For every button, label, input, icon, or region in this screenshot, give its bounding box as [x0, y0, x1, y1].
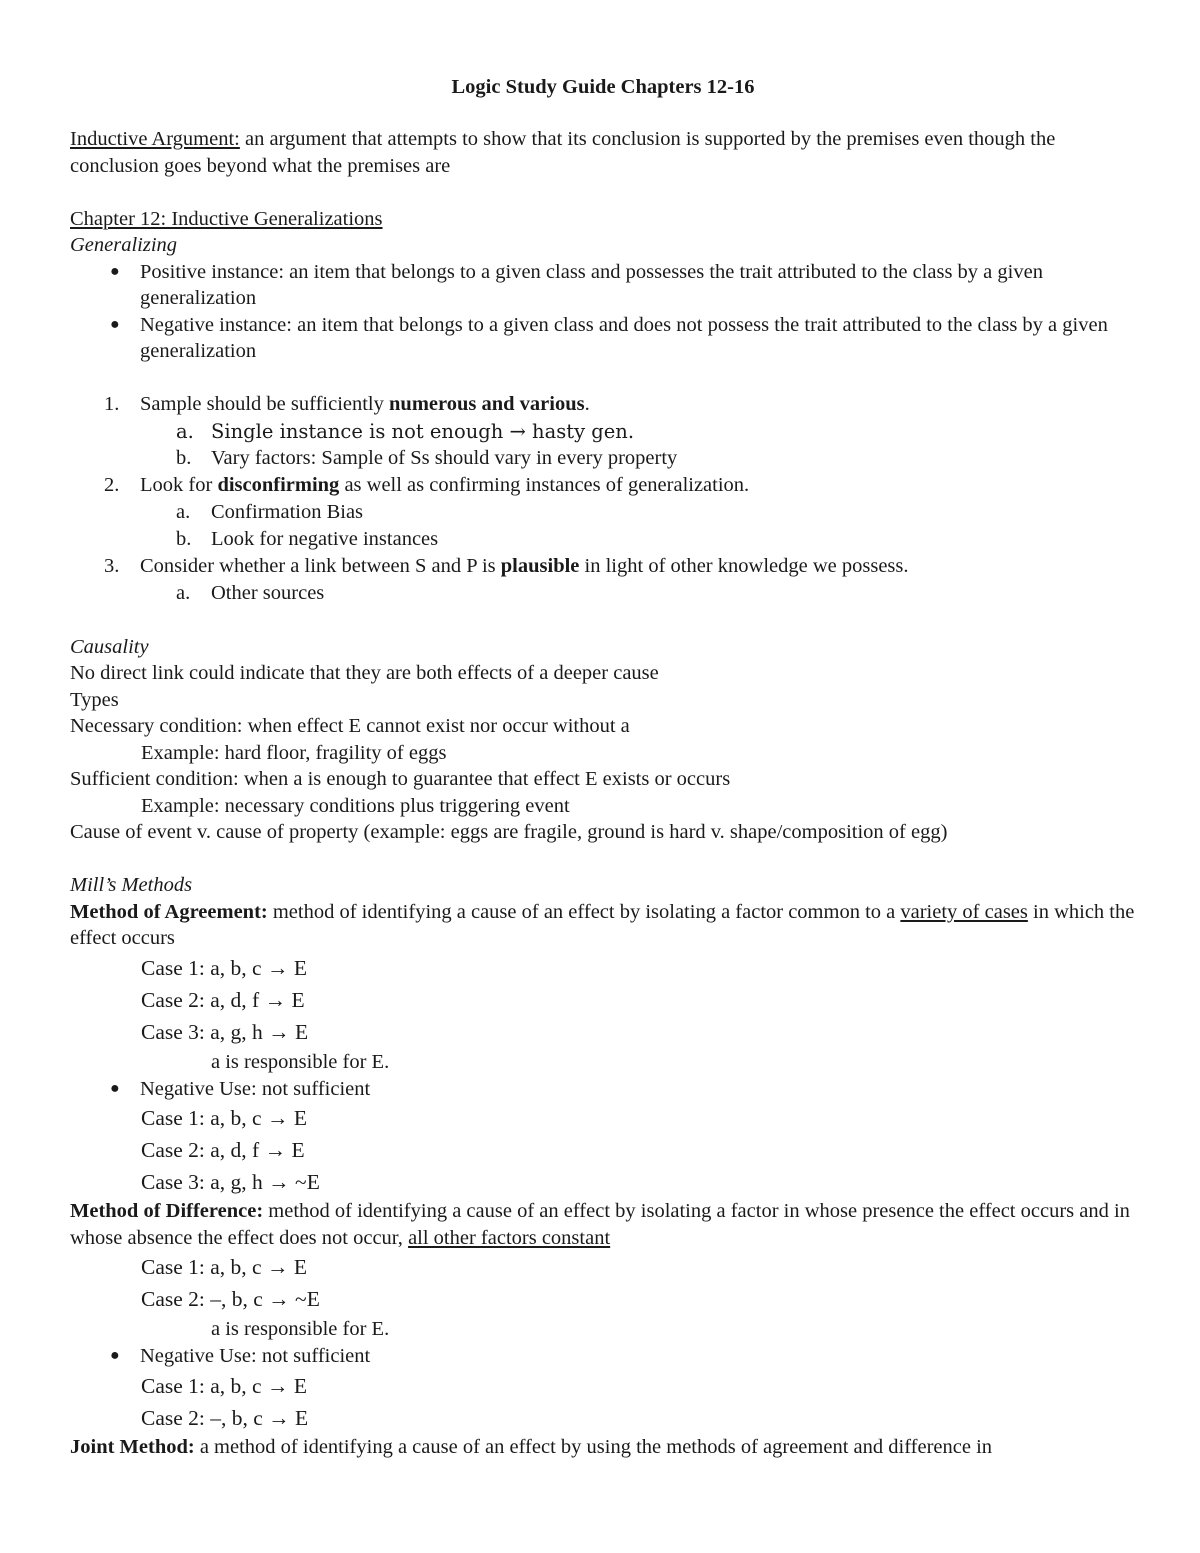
mills-methods-heading: Mill’s Methods — [70, 874, 193, 896]
bullet-text: Negative Use: not sufficient — [140, 1077, 371, 1100]
bullet-item — [70, 1343, 1136, 1370]
joint-term: Joint Method: — [70, 1435, 195, 1458]
item-text: in light of other knowledge we possess. — [579, 555, 909, 577]
item-number: 1. — [104, 393, 120, 415]
case-line: Case 3: a, g, h → ~E — [141, 1170, 320, 1194]
item-emphasis: disconfirming — [217, 474, 340, 496]
bullet-text: Negative Use: not sufficient — [140, 1345, 371, 1367]
case-line: Case 1: a, b, c → E — [141, 955, 307, 980]
difference-underline: all other factors constant — [408, 1226, 611, 1249]
sub-letter: a. — [176, 501, 191, 523]
sub-item — [70, 445, 1136, 472]
document-page — [70, 74, 1136, 1460]
item-emphasis: numerous and various — [389, 393, 585, 415]
sub-text: Look for negative instances — [211, 528, 439, 550]
bullet-item — [70, 259, 1136, 312]
bullet-item — [70, 312, 1136, 365]
numbered-item — [70, 391, 1136, 418]
item-emphasis: plausible — [500, 555, 580, 577]
sufficient-example: Example: necessary conditions plus triggering event — [141, 794, 570, 817]
method-of-agreement — [70, 899, 1136, 952]
causality-line: No direct link could indicate that they are both effects of a deeper cause — [70, 662, 659, 684]
bullet-item — [70, 1076, 1136, 1103]
sub-item — [70, 499, 1136, 526]
agreement-underline: variety of cases — [900, 900, 1028, 923]
sub-letter: b. — [176, 528, 192, 550]
sufficient-condition: Sufficient condition: when a is enough to guarantee that effect E exists or occurs — [70, 768, 731, 790]
inductive-argument-text: an argument that attempts to show that its conclusion is supported by the premises even though the conclusion goes beyond what the premises are — [70, 128, 1056, 177]
item-text: Look for — [140, 474, 218, 496]
item-number: 3. — [104, 555, 120, 577]
bullet-icon: ● — [110, 1079, 120, 1097]
case-line: Case 2: a, d, f → E — [141, 987, 305, 1012]
sub-text: Confirmation Bias — [211, 501, 364, 523]
agreement-text: method of identifying a cause of an effect by isolating a factor common to a — [267, 900, 901, 923]
bullet-text: Positive instance: an item that belongs to a given class and possesses the trait attributed to the class by a given generalization — [140, 260, 1043, 309]
case-line: Case 3: a, g, h → E — [141, 1019, 309, 1044]
page-title: Logic Study Guide Chapters 12-16 — [451, 76, 755, 98]
item-text: Consider whether a link between S and P is — [140, 555, 501, 577]
numbered-item — [70, 472, 1136, 499]
sub-letter: a. — [176, 582, 191, 604]
necessary-example: Example: hard floor, fragility of eggs — [141, 741, 447, 764]
agreement-term: Method of Agreement: — [70, 900, 268, 923]
sub-text: Other sources — [211, 582, 325, 604]
necessary-condition: Necessary condition: when effect E cannot exist nor occur without a — [70, 715, 630, 737]
method-of-difference — [70, 1198, 1136, 1251]
sub-text: Vary factors: Sample of Ss should vary in every property — [211, 447, 678, 469]
event-vs-property: Cause of event v. cause of property (example: eggs are fragile, ground is hard v. shape/composition of egg) — [70, 821, 948, 843]
item-text: as well as confirming instances of generalization. — [339, 474, 750, 496]
sub-item — [70, 526, 1136, 553]
sub-item — [70, 418, 1136, 445]
case-line: Case 1: a, b, c → E — [141, 1106, 307, 1130]
chapter12-heading: Chapter 12: Inductive Generalizations — [70, 207, 383, 230]
sub-letter: b. — [176, 447, 192, 469]
inductive-argument-definition — [70, 126, 1136, 179]
item-number: 2. — [104, 474, 120, 496]
bullet-icon: ● — [110, 315, 120, 333]
inductive-argument-term: Inductive Argument: — [70, 128, 240, 150]
agreement-text: in which the effect occurs — [70, 900, 1135, 949]
joint-text: a method of identifying a cause of an effect by using the methods of agreement and difference in — [194, 1435, 993, 1458]
sub-item — [70, 580, 1136, 607]
generalizing-heading: Generalizing — [70, 234, 178, 256]
numbered-item — [70, 553, 1136, 580]
case-line: Case 2: a, d, f → E — [141, 1138, 305, 1162]
difference-text: method of identifying a cause of an effect by isolating a factor in whose presence the effect occurs and in whose absence the effect does not occur, — [70, 1200, 1130, 1249]
case-line: Case 1: a, b, c → E — [141, 1373, 307, 1398]
case-line: Case 2: –, b, c → ~E — [141, 1287, 320, 1311]
case-line: Case 1: a, b, c → E — [141, 1255, 307, 1279]
sub-text: Single instance is not enough → hasty gen. — [211, 420, 635, 443]
difference-term: Method of Difference: — [70, 1200, 264, 1222]
bullet-icon: ● — [110, 1347, 120, 1364]
joint-method — [70, 1434, 1136, 1461]
bullet-icon: ● — [110, 262, 120, 280]
causality-heading: Causality — [70, 635, 149, 658]
bullet-text: Negative instance: an item that belongs to a given class and does not possess the trait attributed to the class by a given generalization — [140, 313, 1108, 362]
causality-line: Types — [70, 688, 119, 711]
case-conclusion: a is responsible for E. — [211, 1318, 390, 1340]
case-conclusion: a is responsible for E. — [211, 1050, 390, 1073]
sub-letter: a. — [176, 420, 194, 443]
item-text: . — [584, 393, 590, 415]
item-text: Sample should be sufficiently — [140, 393, 390, 415]
case-line: Case 2: –, b, c → E — [141, 1405, 309, 1430]
